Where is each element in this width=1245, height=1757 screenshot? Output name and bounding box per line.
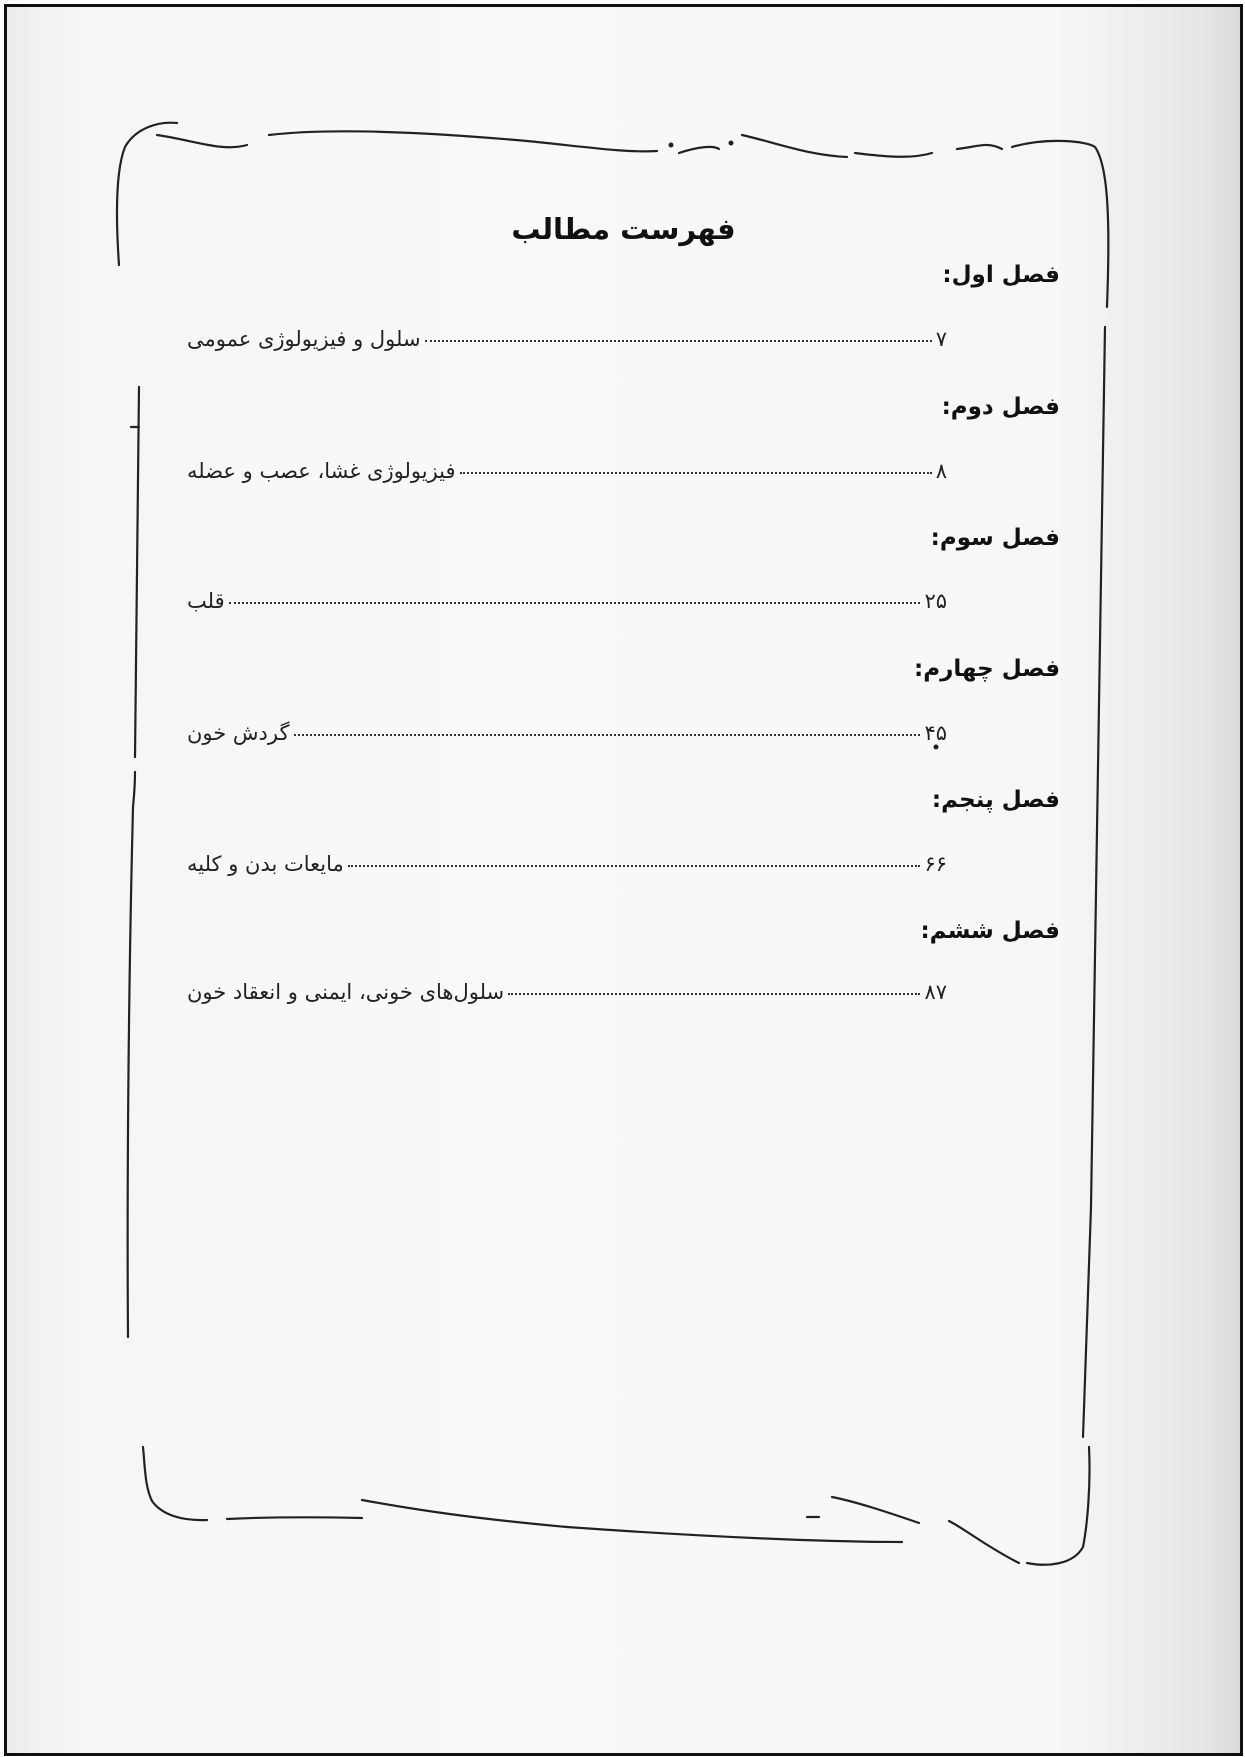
toc-entry-title: فیزیولوژی غشا، عصب و عضله bbox=[187, 459, 456, 483]
chapter-heading-2: فصل دوم: bbox=[941, 394, 1060, 420]
toc-entry-4[interactable] bbox=[187, 721, 947, 755]
dot-leader bbox=[229, 602, 921, 604]
toc-entry-title: سلول و فیزیولوژی عمومی bbox=[187, 327, 421, 351]
toc-entry-1[interactable] bbox=[187, 327, 947, 361]
chapter-heading-6: فصل ششم: bbox=[920, 918, 1060, 944]
toc-entry-5[interactable] bbox=[187, 852, 947, 886]
page-title: فهرست مطالب bbox=[511, 212, 736, 246]
chapter-heading-3: فصل سوم: bbox=[930, 525, 1060, 551]
toc-entry-page: ۷ bbox=[935, 327, 947, 351]
toc-entry-title: قلب bbox=[187, 589, 225, 613]
toc-entry-6[interactable] bbox=[187, 980, 947, 1014]
table-of-contents bbox=[7, 7, 1240, 1753]
chapter-heading-1: فصل اول: bbox=[942, 262, 1060, 288]
dot-leader bbox=[508, 993, 920, 995]
toc-entry-2[interactable] bbox=[187, 459, 947, 493]
toc-entry-title: مایعات بدن و کلیه bbox=[187, 852, 344, 876]
toc-entry-title: سلول‌های خونی، ایمنی و انعقاد خون bbox=[187, 980, 505, 1004]
toc-entry-page: ۲۵ bbox=[924, 589, 947, 613]
document-page bbox=[4, 4, 1243, 1756]
dot-leader bbox=[348, 865, 921, 867]
toc-entry-page: ۶۶ bbox=[924, 852, 947, 876]
chapter-heading-4: فصل چهارم: bbox=[914, 656, 1060, 682]
dot-leader bbox=[460, 472, 932, 474]
toc-entry-title: گردش خون bbox=[187, 721, 290, 745]
chapter-heading-5: فصل پنجم: bbox=[931, 787, 1060, 813]
toc-entry-page: ۸۷ bbox=[924, 980, 947, 1004]
dot-leader bbox=[294, 734, 921, 736]
dot-leader bbox=[425, 340, 932, 342]
toc-entry-page: ۸ bbox=[935, 459, 947, 483]
toc-entry-page: ۴۵ bbox=[924, 721, 947, 745]
toc-entry-3[interactable] bbox=[187, 589, 947, 623]
